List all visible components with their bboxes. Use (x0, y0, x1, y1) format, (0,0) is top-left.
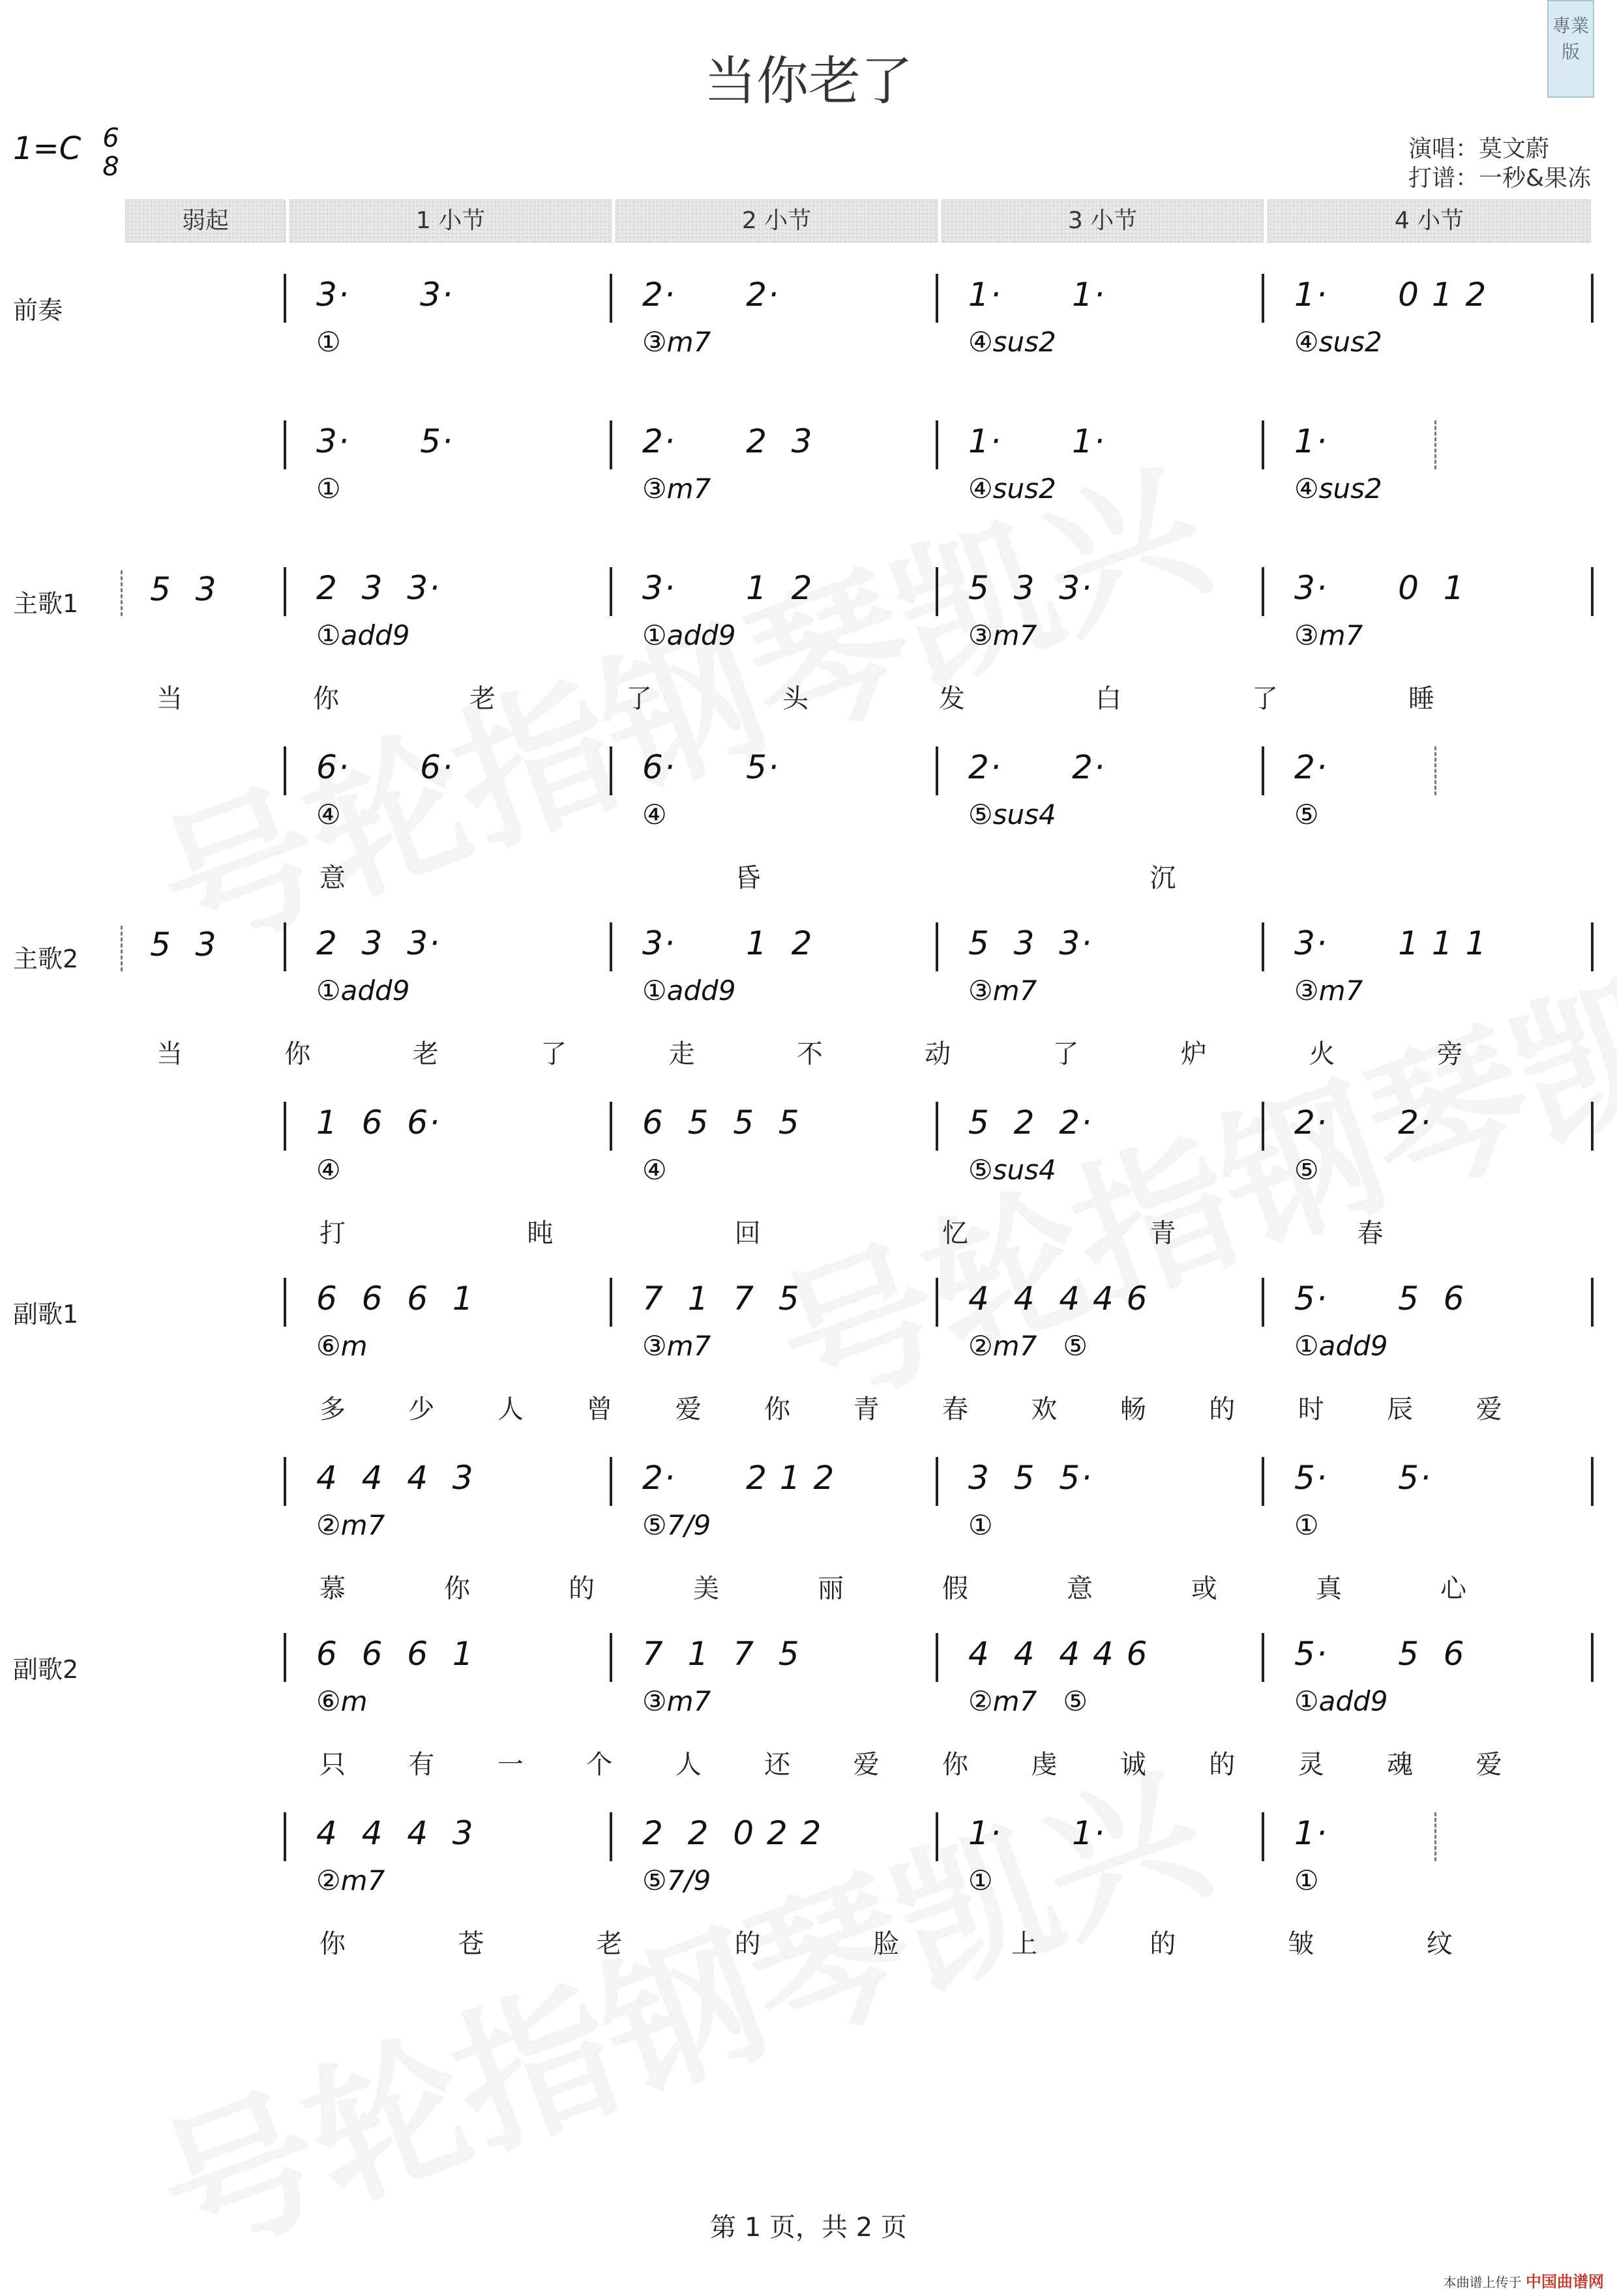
lyric-char: 多 (319, 1394, 346, 1424)
lyric-char: 脸 (872, 1929, 899, 1959)
chord-symbol: ③m7 (1294, 975, 1363, 1007)
measure-notes: 2 3 3· (316, 569, 441, 607)
lyric-char: 欢 (1031, 1394, 1058, 1424)
pickup-notes: 5 3 (150, 926, 218, 964)
lyric-char: 春 (942, 1394, 968, 1424)
barline (610, 1457, 612, 1506)
lyric-char: 白 (1095, 684, 1121, 714)
barline (936, 746, 938, 795)
lyric-char: 或 (1191, 1574, 1217, 1604)
lyric-char: 了 (1052, 1039, 1079, 1069)
measure-notes: 3 5 5· (968, 1459, 1093, 1497)
barline (936, 420, 938, 469)
chord-symbol: ⑤sus4 (968, 799, 1056, 831)
site-credit (1444, 2269, 1604, 2291)
lyric-char: 爱 (853, 1750, 880, 1780)
header-bar-2: 2 小节 (616, 199, 938, 243)
measure-notes: 2· 2· (642, 276, 780, 314)
end-barline (1591, 922, 1594, 971)
barline (936, 567, 938, 616)
lyric-char: 魂 (1387, 1750, 1414, 1780)
chord-symbol: ①add9 (316, 975, 410, 1007)
lyric-char: 少 (408, 1394, 435, 1424)
lyric-char: 昏 (734, 863, 761, 893)
barline (284, 1457, 286, 1506)
chord-symbol: ④sus2 (1294, 326, 1382, 358)
measure-notes: 1· 0 1 2 (1294, 276, 1488, 314)
lyric-char: 了 (626, 684, 652, 714)
measure-notes: 1· 1· (968, 1814, 1106, 1852)
end-barline (1591, 274, 1594, 323)
singer-credit: 演唱：莫文蔚 (1408, 136, 1550, 162)
barline (936, 1102, 938, 1151)
lyric-char: 青 (1150, 1218, 1176, 1248)
barline (284, 746, 286, 795)
lyric-char: 不 (796, 1039, 823, 1069)
pickup-barline (121, 570, 123, 616)
lyric-char: 有 (408, 1750, 435, 1780)
chord-symbol: ① (968, 1864, 993, 1896)
lyric-char: 睡 (1408, 684, 1434, 714)
chord-symbol: ③m7 (642, 1330, 711, 1362)
chord-symbol: ③m7 (968, 975, 1037, 1007)
lyric-char: 曾 (586, 1394, 613, 1424)
time-signature (98, 124, 124, 181)
section-label: 副歌1 (13, 1300, 79, 1329)
barline (936, 1278, 938, 1327)
chord-symbol: ⑤7/9 (642, 1864, 711, 1896)
chord-symbol: ① (968, 1509, 993, 1541)
chord-symbol: ②m7 ⑤ (968, 1685, 1088, 1717)
measure-notes: 3· 1 2 (642, 569, 814, 607)
measure-notes: 1 6 6· (316, 1104, 441, 1141)
section-label: 前奏 (13, 296, 63, 325)
chord-symbol: ① (316, 326, 341, 358)
lyric-char: 你 (284, 1039, 311, 1069)
measure-notes: 2 2 0 2 2 (642, 1814, 823, 1852)
chord-symbol: ③m7 (642, 1685, 711, 1717)
key-text: 1=C (13, 130, 82, 167)
barline (610, 1633, 612, 1682)
measure-notes: 1· (1294, 1814, 1328, 1852)
barline (610, 1102, 612, 1151)
end-barline (1591, 1633, 1594, 1682)
measure-notes: 3· 5· (316, 422, 454, 460)
barline (284, 274, 286, 323)
barline (1262, 1812, 1264, 1861)
measure-notes: 3· 1 1 1 (1294, 924, 1488, 962)
measure-notes: 2· 2 1 2 (642, 1459, 836, 1497)
measure-notes: 5 3 3· (968, 924, 1093, 962)
lyric-char: 的 (1209, 1394, 1236, 1424)
chord-symbol: ②m7 (316, 1864, 385, 1896)
barline (284, 1633, 286, 1682)
chord-symbol: ④sus2 (968, 326, 1056, 358)
lyric-char: 打 (319, 1218, 346, 1248)
lyric-char: 你 (764, 1394, 791, 1424)
lyric-char: 时 (1298, 1394, 1324, 1424)
measure-notes: 4 4 4 4 6 (968, 1635, 1149, 1673)
meter-top: 6 (102, 123, 119, 153)
chord-symbol: ⑥m (316, 1685, 368, 1717)
chord-symbol: ④ (316, 799, 341, 831)
measure-notes: 2· 2· (1294, 1104, 1432, 1141)
lyric-char: 还 (764, 1750, 791, 1780)
barline (1262, 1457, 1264, 1506)
chord-symbol: ①add9 (316, 619, 410, 651)
key-signature (13, 123, 119, 182)
barline (1262, 1278, 1264, 1327)
measure-notes: 4 4 4 4 6 (968, 1280, 1149, 1317)
lyric-char: 假 (942, 1574, 968, 1604)
barline (610, 746, 612, 795)
lyric-char: 爱 (1476, 1750, 1502, 1780)
lyric-char: 的 (1209, 1750, 1236, 1780)
chord-symbol: ①add9 (1294, 1330, 1388, 1362)
measure-notes: 7 1 7 5 (642, 1635, 801, 1673)
pickup-barline (121, 926, 123, 971)
lyric-char: 意 (1067, 1574, 1093, 1604)
barline (1262, 922, 1264, 971)
barline (936, 1812, 938, 1861)
barline (284, 1812, 286, 1861)
barline (936, 1457, 938, 1506)
measure-notes: 4 4 4 3 (316, 1814, 475, 1852)
chord-symbol: ④ (642, 1154, 667, 1186)
barline (610, 567, 612, 616)
lyric-char: 人 (675, 1750, 702, 1780)
barline (284, 420, 286, 469)
lyric-char: 盹 (527, 1218, 554, 1248)
barline (610, 922, 612, 971)
lyric-char: 发 (939, 684, 965, 714)
transcriber-credit: 打谱：一秒&果冻 (1408, 165, 1592, 192)
measure-notes: 5· 5· (1294, 1459, 1432, 1497)
lyric-char: 头 (782, 684, 808, 714)
end-barline (1591, 1278, 1594, 1327)
chord-symbol: ①add9 (642, 975, 736, 1007)
section-label: 副歌2 (13, 1655, 79, 1684)
end-barline (1591, 1457, 1594, 1506)
barline (610, 1278, 612, 1327)
section-label: 主歌1 (13, 589, 79, 618)
measure-notes: 1· (1294, 422, 1328, 460)
barline (1262, 567, 1264, 616)
header-bar-3: 3 小节 (942, 199, 1264, 243)
section-label: 主歌2 (13, 945, 79, 973)
end-barline (1591, 1102, 1594, 1151)
lyric-char: 美 (693, 1574, 719, 1604)
meter-bottom: 8 (102, 152, 119, 182)
end-barline (1591, 567, 1594, 616)
barline (284, 567, 286, 616)
barline (936, 922, 938, 971)
barline (284, 1102, 286, 1151)
lyric-char: 皱 (1288, 1929, 1314, 1959)
chord-symbol: ④ (316, 1154, 341, 1186)
measure-notes: 5· 5 6 (1294, 1635, 1466, 1673)
measure-notes: 2· (1294, 748, 1328, 786)
lyric-char: 了 (1252, 684, 1278, 714)
barline (936, 274, 938, 323)
chord-symbol: ① (316, 473, 341, 505)
barline (610, 1812, 612, 1861)
barline (610, 274, 612, 323)
chord-symbol: ④sus2 (1294, 473, 1382, 505)
lyric-char: 丽 (818, 1574, 844, 1604)
lyric-char: 老 (596, 1929, 623, 1959)
measure-notes: 6 6 6 1 (316, 1280, 475, 1317)
chord-symbol: ③m7 (642, 473, 711, 505)
site-name: 中国曲谱网 (1526, 2273, 1604, 2291)
measure-notes: 3· 1 2 (642, 924, 814, 962)
measure-notes: 7 1 7 5 (642, 1280, 801, 1317)
chord-symbol: ①add9 (1294, 1685, 1388, 1717)
lyric-char: 诚 (1120, 1750, 1146, 1780)
lyric-char: 老 (469, 684, 496, 714)
lyric-char: 上 (1011, 1929, 1038, 1959)
barline (936, 1633, 938, 1682)
lyric-char: 当 (156, 684, 183, 714)
chord-symbol: ②m7 ⑤ (968, 1330, 1088, 1362)
measure-notes: 6· 5· (642, 748, 780, 786)
lyric-char: 的 (569, 1574, 595, 1604)
lyric-char: 春 (1357, 1218, 1384, 1248)
measure-notes: 5 3 3· (968, 569, 1093, 607)
end-barline (1434, 420, 1436, 469)
chord-symbol: ⑤ (1294, 799, 1319, 831)
lyric-char: 你 (319, 1929, 346, 1959)
barline (1262, 420, 1264, 469)
lyric-char: 回 (734, 1218, 761, 1248)
lyric-char: 炉 (1180, 1039, 1207, 1069)
end-barline (1434, 1812, 1436, 1861)
lyric-char: 纹 (1426, 1929, 1453, 1959)
lyric-char: 意 (319, 863, 346, 893)
lyric-char: 动 (925, 1039, 951, 1069)
measure-notes: 1· 1· (968, 276, 1106, 314)
pickup-notes: 5 3 (150, 570, 218, 608)
chord-symbol: ① (1294, 1864, 1319, 1896)
credit-text: 本曲谱上传于 (1443, 2274, 1522, 2290)
chord-symbol: ① (1294, 1509, 1319, 1541)
chord-symbol: ③m7 (1294, 619, 1363, 651)
chord-symbol: ⑤7/9 (642, 1509, 711, 1541)
chord-symbol: ⑤sus4 (968, 1154, 1056, 1186)
barline (284, 1278, 286, 1327)
lyric-char: 苍 (458, 1929, 484, 1959)
lyric-char: 老 (412, 1039, 439, 1069)
header-pickup: 弱起 (125, 199, 286, 243)
measure-notes: 2· 2 3 (642, 422, 814, 460)
lyric-char: 辰 (1387, 1394, 1414, 1424)
measure-notes: 6 5 5 5 (642, 1104, 801, 1141)
lyric-char: 虔 (1031, 1750, 1058, 1780)
lyric-char: 你 (444, 1574, 470, 1604)
lyric-char: 一 (497, 1750, 524, 1780)
chord-symbol: ③m7 (642, 326, 711, 358)
chord-symbol: ⑤ (1294, 1154, 1319, 1186)
chord-symbol: ③m7 (968, 619, 1037, 651)
barline (284, 922, 286, 971)
measure-notes: 3· 3· (316, 276, 454, 314)
header-bar-4: 4 小节 (1268, 199, 1591, 243)
edition-stamp: 專業版 (1547, 0, 1594, 98)
chord-symbol: ①add9 (642, 619, 736, 651)
lyric-char: 旁 (1436, 1039, 1463, 1069)
lyric-char: 的 (1150, 1929, 1176, 1959)
lyric-char: 你 (313, 684, 339, 714)
lyric-char: 当 (156, 1039, 183, 1069)
lyric-char: 你 (942, 1750, 968, 1780)
end-barline (1434, 746, 1436, 795)
lyric-char: 走 (668, 1039, 695, 1069)
lyric-char: 畅 (1120, 1394, 1146, 1424)
lyric-char: 真 (1316, 1574, 1342, 1604)
lyric-char: 慕 (319, 1574, 346, 1604)
lyric-char: 青 (853, 1394, 880, 1424)
lyric-char: 忆 (942, 1218, 968, 1248)
measure-notes: 2 3 3· (316, 924, 441, 962)
lyric-char: 沉 (1150, 863, 1176, 893)
measure-notes: 3· 0 1 (1294, 569, 1466, 607)
page-footer: 第 1 页，共 2 页 (710, 2213, 907, 2243)
measure-notes: 2· 2· (968, 748, 1106, 786)
barline (1262, 1633, 1264, 1682)
lyric-char: 了 (541, 1039, 567, 1069)
lyric-char: 个 (586, 1750, 613, 1780)
lyric-char: 只 (319, 1750, 346, 1780)
measure-notes: 1· 1· (968, 422, 1106, 460)
lyric-char: 爱 (675, 1394, 702, 1424)
lyric-char: 的 (734, 1929, 761, 1959)
barline (1262, 746, 1264, 795)
lyric-char: 灵 (1298, 1750, 1324, 1780)
lyric-char: 火 (1309, 1039, 1335, 1069)
barline (1262, 1102, 1264, 1151)
header-bar-1: 1 小节 (289, 199, 612, 243)
chord-symbol: ⑥m (316, 1330, 368, 1362)
lyric-char: 人 (497, 1394, 524, 1424)
chord-symbol: ④ (642, 799, 667, 831)
lyric-char: 心 (1440, 1574, 1466, 1604)
measure-notes: 6· 6· (316, 748, 454, 786)
chord-symbol: ④sus2 (968, 473, 1056, 505)
chord-symbol: ②m7 (316, 1509, 385, 1541)
song-title: 当你老了 (704, 51, 913, 111)
barline (610, 420, 612, 469)
lyric-char: 爱 (1476, 1394, 1502, 1424)
barline (1262, 274, 1264, 323)
measure-notes: 5· 5 6 (1294, 1280, 1466, 1317)
measure-notes: 6 6 6 1 (316, 1635, 475, 1673)
measure-notes: 5 2 2· (968, 1104, 1093, 1141)
measure-notes: 4 4 4 3 (316, 1459, 475, 1497)
